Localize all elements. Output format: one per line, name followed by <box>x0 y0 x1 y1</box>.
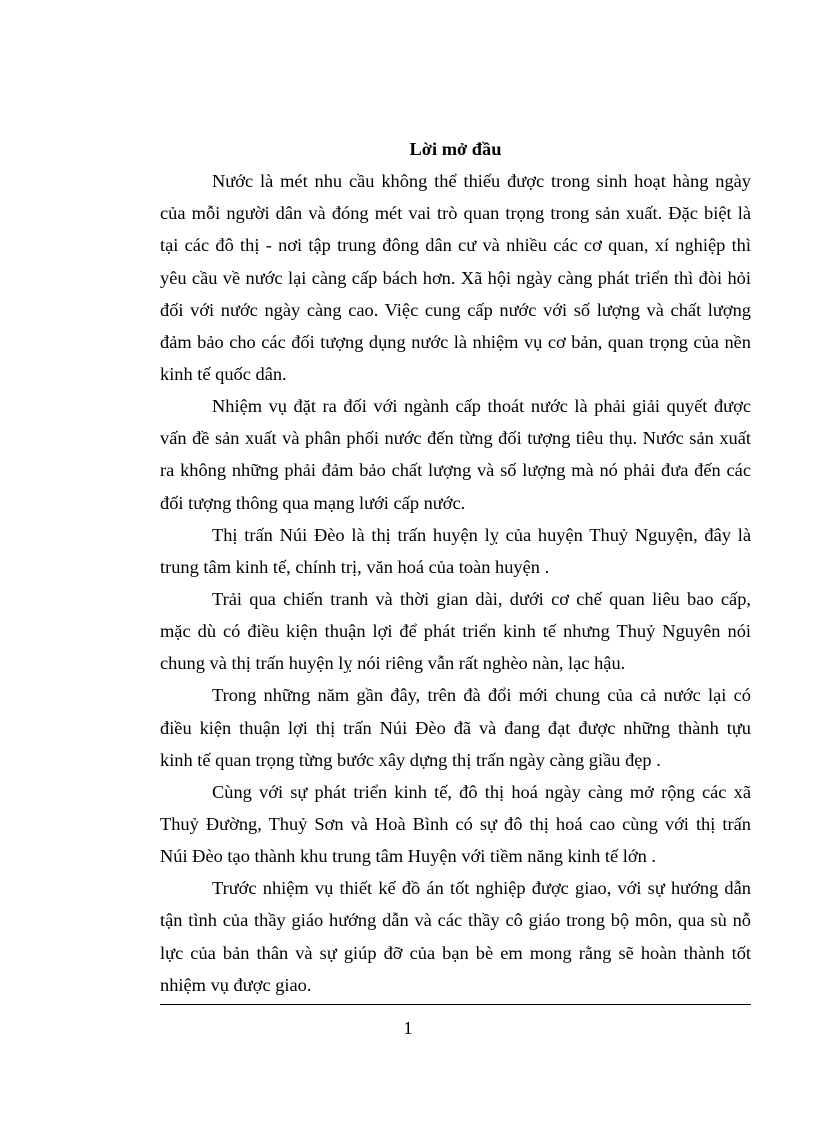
text-line: Trước nhiệm vụ thiết kế đồ án tốt nghiệp được giao, với sự hướng dẫn <box>212 878 751 899</box>
text-line: Trải qua chiến tranh và thời gian dài, dưới cơ chế quan liêu bao cấp, <box>212 588 751 609</box>
footer-divider <box>160 1004 751 1005</box>
paragraph <box>160 165 751 390</box>
text-line: đảm bảo cho các đối tượng dụng nước là nhiệm vụ cơ bản, quan trọng của nền <box>160 331 751 352</box>
text-line: Thuỷ Đường, Thuỷ Sơn và Hoà Bình có sự đô thị hoá cao cùng với thị trấn <box>160 813 751 834</box>
text-line: yêu cầu về nước lại càng cấp bách hơn. Xã hội ngày càng phát triển thì đòi hỏi <box>160 267 751 288</box>
document-title: Lời mở đầu <box>409 139 502 159</box>
text-line: nhiệm vụ được giao. <box>160 974 312 995</box>
text-line: chung và thị trấn huyện lỵ nói riêng vẫn rất nghèo nàn, lạc hậu. <box>160 653 626 674</box>
text-line: kinh tế quốc dân. <box>160 364 287 384</box>
paragraph <box>160 390 751 519</box>
paragraph <box>160 519 751 583</box>
page-number: 1 <box>403 1018 413 1038</box>
text-line: đối với nước ngày càng cao. Việc cung cấp nước với số lượng và chất lượng <box>160 299 751 320</box>
text-line: mặc dù có điều kiện thuận lợi để phát triển kinh tế nhưng Thuỷ Nguyên nói <box>160 621 751 642</box>
text-line: Cùng với sự phát triển kinh tế, đô thị hoá ngày càng mở rộng các xã <box>212 781 751 802</box>
text-line: tận tình của thầy giáo hướng dẫn và các thầy cô giáo trong bộ môn, qua sù nỗ <box>160 910 751 931</box>
paragraph <box>160 583 751 679</box>
paragraph <box>160 776 751 872</box>
text-line: kinh tế quan trọng từng bước xây dựng thị trấn ngày càng giầu đẹp . <box>160 749 661 770</box>
text-line: trung tâm kinh tế, chính trị, văn hoá của toàn huyện . <box>160 556 550 577</box>
text-line: Trong những năm gần đây, trên đà đổi mới chung của cả nước lại có <box>212 685 751 706</box>
text-line: điều kiện thuận lợi thị trấn Núi Đèo đã và đang đạt được những thành tựu <box>160 717 751 738</box>
text-line: đối tượng thông qua mạng lưới cấp nước. <box>160 492 466 513</box>
document-body <box>160 133 751 1001</box>
text-line: Nước là mét nhu cầu không thể thiếu được trong sinh hoạt hàng ngày <box>212 171 751 192</box>
text-line: Nhiệm vụ đặt ra đối với ngành cấp thoát nước là phải giải quyết được <box>212 396 751 417</box>
text-line: ra không những phải đảm bảo chất lượng và số lượng mà nó phải đưa đến các <box>160 460 751 481</box>
text-line: lực của bản thân và sự giúp đỡ của bạn bè em mong rằng sẽ hoàn thành tốt <box>160 942 751 963</box>
text-line: Núi Đèo tạo thành khu trung tâm Huyện với tiềm năng kinh tế lớn . <box>160 846 656 867</box>
text-line: của mỗi người dân và đóng mét vai trò quan trọng trong sản xuất. Đặc biệt là <box>160 203 751 224</box>
paragraph <box>160 872 751 1001</box>
text-line: tại các đô thị - nơi tập trung đông dân cư và nhiều các cơ quan, xí nghiệp thì <box>160 235 751 256</box>
paragraphs <box>160 165 751 1001</box>
text-line: vấn đề sản xuất và phân phối nước đến từng đối tượng tiêu thụ. Nước sản xuất <box>160 428 751 449</box>
paragraph <box>160 679 751 775</box>
text-line: Thị trấn Núi Đèo là thị trấn huyện lỵ của huyện Thuỷ Nguyện, đây là <box>212 524 751 545</box>
